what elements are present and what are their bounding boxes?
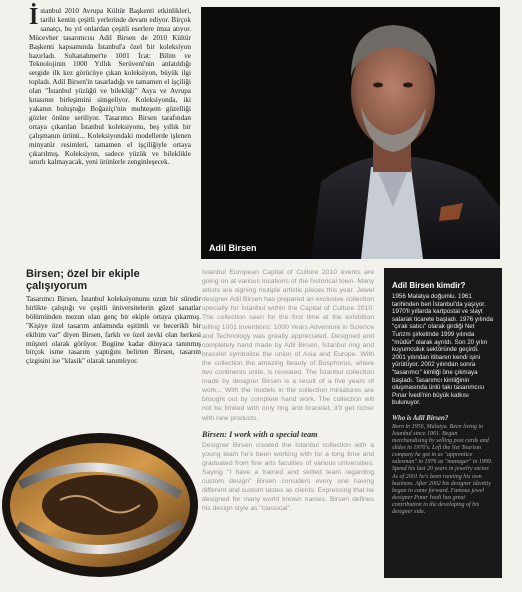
english-text-2: Designer Birsen created the İstanbul collection with a young team he's been working with for a long time and graduated from fine arts faculties of various universities. Saying "I have a trained and skilled team regarding custom design" Birsen considers every one having different and custom tastes as clients. Expressing that he designed for many world known names, Birsen defines his design style as "classical". [202, 441, 374, 513]
english-subheading: Birsen: I work with a special team [202, 429, 318, 439]
portrait-photo [201, 7, 500, 259]
dropcap: İ [29, 4, 39, 30]
bio-sidebar [384, 268, 502, 578]
section2-heading: Birsen; özel bir ekiple çalışıyorum [26, 268, 140, 292]
section2-text: Tasarımcı Birsen, İstanbul koleksiyonunu uzun bir süredir birlikte çalıştığı ve çeşitli üniversitelerin güzel sanatlar bölümünden mezun olan genç bir ekiple ortaya çıkarmış. "Kişiye özel tasarım anlamında eşitimli ve becerikli bir ekibim var" diyen Birsen, farklı ve özel zevki olan herkesi müşteri olarak görüyor. Bugüne kadar dünyaca tanınmış birçok isme tasarım yaptığını belirten Birsen, tasarım çizgisini ise "klasik" olarak tanımlıyor. [26, 295, 201, 366]
photo-caption: Adil Birsen [209, 243, 257, 253]
portrait-illustration [201, 7, 500, 259]
sidebar-text: 1956 Malatya doğumlu. 1961 tarihinden beri İstanbul'da yaşıyor. 1970'li yıllarda kartpostal ve slayt satarak ticarete başladı. 1976 yılında "çırak satıcı" olarak girdiği Net Turizm şirketinde 1999 yılında "müdür" olarak ayrıldı. Son 20 yılın kuyumculuk sektöründe geçirdi. 2001 yılından itibaren kendi işini yürütüyor. 2002 yılından sonra "tasarımcı" kimliği öne çıkmaya başladı. Tasarımcı kimliğinin oluşmasında ünlü takı tasarımcısı Pınar İvedi'nin büyük katkısı bulunuyor. [392, 293, 494, 407]
sidebar-title: Adil Birsen kimdir? [392, 281, 466, 290]
english-text-1: İstanbul European Capital of Culture 2010 events are going on at various locations of the historical town. Many artists are signing mutiple artistic pieces this year. Jewel designer Adil Birsen has prepared an exclusive collection specially for İstanbul within the Capital of Culture 2010. The collection seen for the first time at the exhibition telling 1001 Inventions: 1000 Years Adventure in Science and Technology was greatly appreciated. Designed and completely hand made by Adil Birsen, İstanbul ring and bracelet symbolize the union of Asia and Europe. With the collection the amazing beauty of Bosphorus, where two continents unite, is revealed. The İstanbul collection made by designer Birsen is a result of a five years of work... With the models in the collection miniatures are brought out by complete hand work. The collection will not be limited with only ring and bracelet, it'll get richer with new products. [202, 269, 374, 422]
intro-text: stanbul 2010 Avrupa Kültür Başkenti etkinlikleri, tarihi kentin çeşitli yerlerinde devam ediyor. Birçok sanatçı, bu yıl onlardan çeşitli eserlere imza atıyor. Mücevher tasarımcısı Adil Birsen de 2010 Kültür Başkenti kapsamında İstanbul'a özel bir koleksiyon hazırladı. Sultanahmet'te 1001 İcat: Bilim ve Teknolojinin 1000 Yıllık Serüveni'nin anlatıldığı sergide ilk kez görücüye çıkan koleksiyon, büyük ilgi topladı. Adil Birsen'in tasarladığı ve tamamen el işçiliği olan "İstanbul yüzüğü ve bilekliği" Asya ve Avrupa kıtasının birleşimini simgeliyor. Koleksiyonda, iki yakanın buluştuğu Boğaziçi'nin muhteşem güzelliği gözler önüne seriliyor. Tasarımcı Birsen tarafından ortaya çıkarılan İstanbul koleksiyonu, beş yıllık bir çalışmanın ürünü... Koleksiyondaki modellerde işlenen minyatür resimleri, tamamen el işçiliğiyle ortaya çıkarılmış. Koleksiyon, sadece yüzük ve bileklikle sınırlı kalmayacak, yeni ürünlerle zenginleşecek. [29, 7, 191, 167]
section2 [26, 268, 201, 366]
sidebar-en-text: Born in 1956, Malatya. Been living in İstanbul since 1961. Begun merchandising by selling post cards and slides in 1970's. Left the Net Tourism company he got in as "apprentice salesman" in 1976 as "manager" in 1999. Spend his last 20 years in jewelry sector. As of 2001 he's been running his own business. After 2002 his designer identity began to come forward. Famous jewel designer Pınar İvedi has great contribution in the developing of his designer side. [392, 423, 493, 516]
english-column [202, 268, 374, 513]
intro-article [29, 4, 191, 167]
ring-photo [0, 405, 198, 587]
sidebar-en-heading: Who is Adil Birsen? [392, 414, 449, 422]
